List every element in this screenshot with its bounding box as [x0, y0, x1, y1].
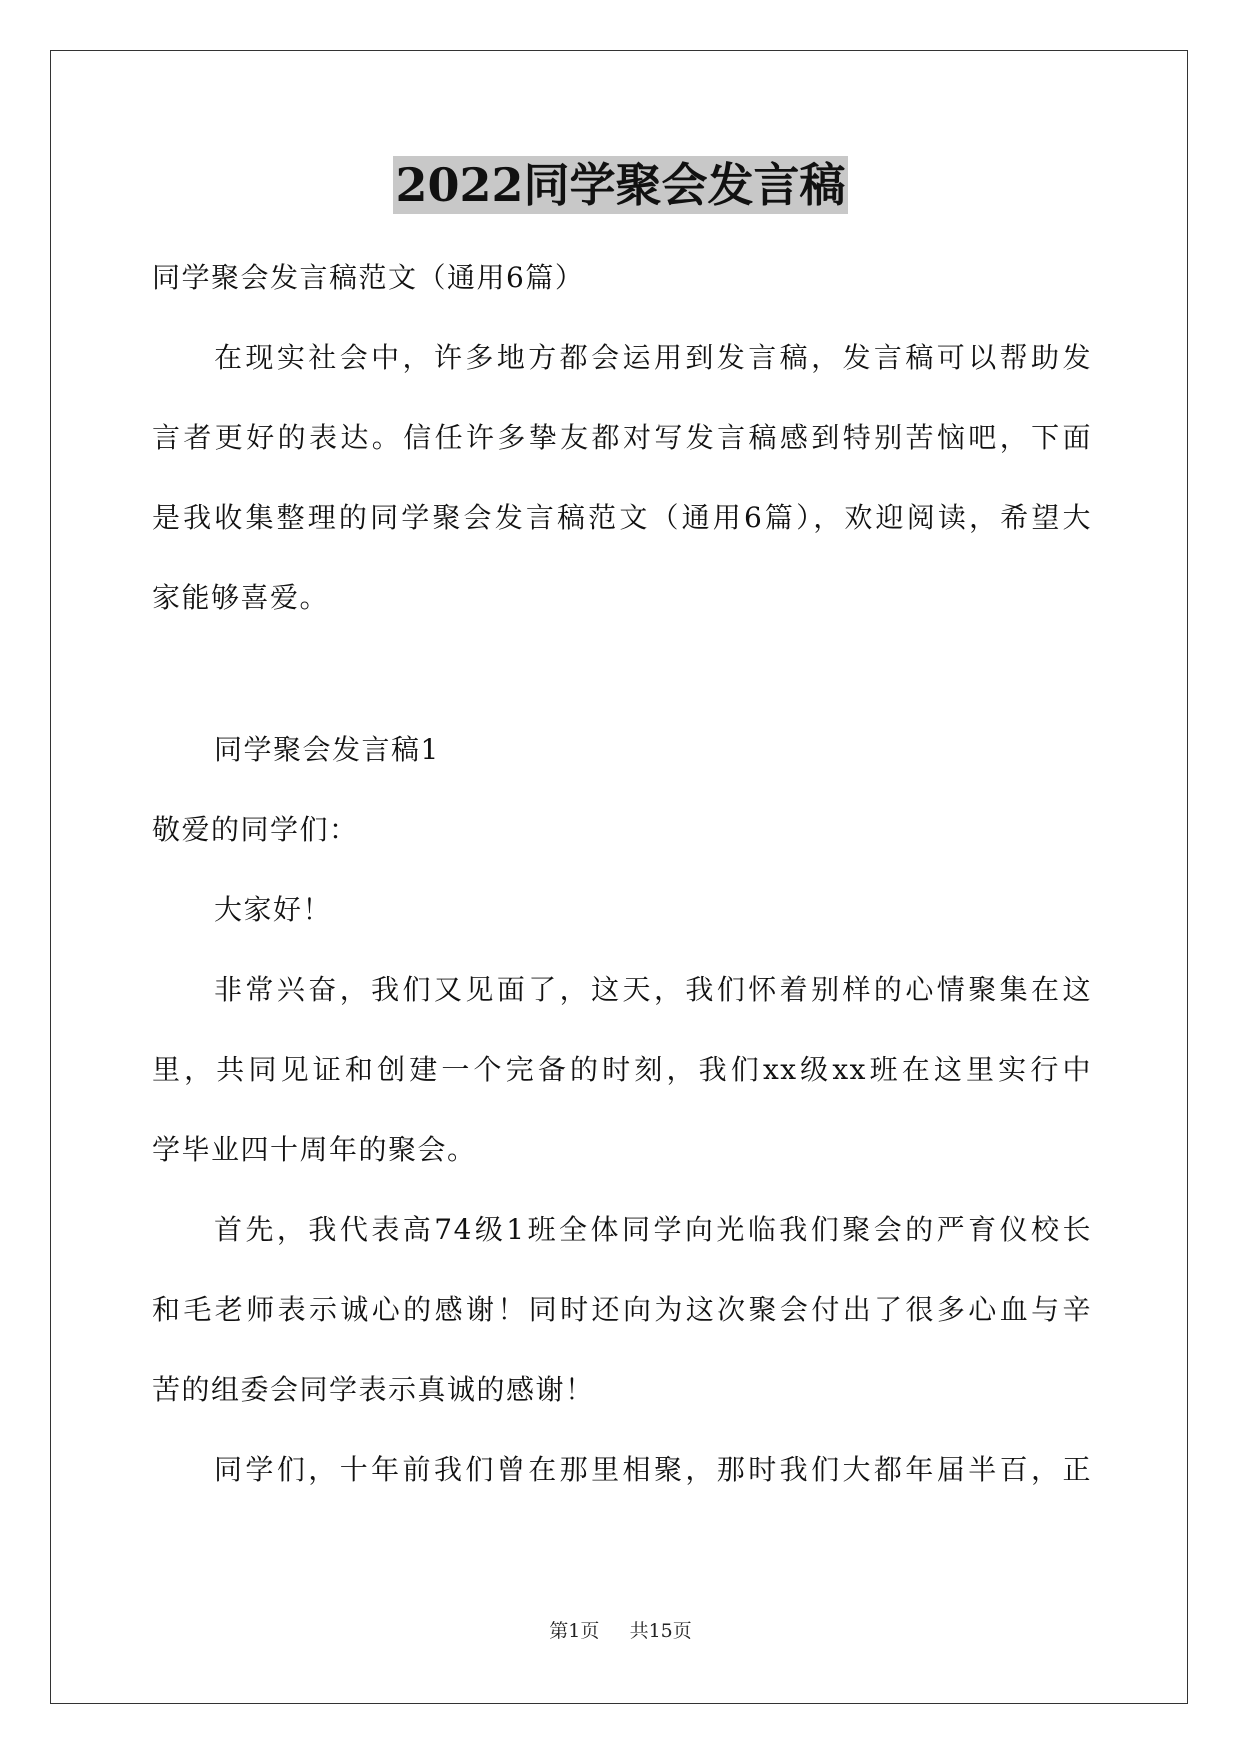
page-footer	[0, 1616, 1241, 1643]
title-wrap	[0, 156, 1241, 214]
intro-line-3: 是我收集整理的同学聚会发言稿范文（通用6篇），欢迎阅读，希望大	[152, 501, 1092, 534]
document-body	[152, 238, 1092, 1510]
intro-line-2: 言者更好的表达。信任许多挚友都对写发言稿感到特别苦恼吧，下面	[152, 421, 1092, 454]
salutation: 敬爱的同学们：	[152, 813, 359, 846]
paragraph2-line-2: 和毛老师表示诚心的感谢！同时还向为这次聚会付出了很多心血与辛	[152, 1293, 1092, 1326]
paragraph2-line-1: 首先，我代表高74级1班全体同学向光临我们聚会的严育仪校长	[214, 1213, 1092, 1246]
paragraph1-line-2: 里，共同见证和创建一个完备的时刻，我们xx级xx班在这里实行中	[152, 1053, 1092, 1086]
total-pages: 共15页	[629, 1620, 692, 1642]
intro-line-1: 在现实社会中，许多地方都会运用到发言稿，发言稿可以帮助发	[214, 341, 1092, 374]
paragraph1-line-1: 非常兴奋，我们又见面了，这天，我们怀着别样的心情聚集在这	[214, 973, 1092, 1006]
section-gap	[152, 638, 1092, 710]
paragraph3-line-1: 同学们，十年前我们曾在那里相聚，那时我们大都年届半百，正	[214, 1453, 1092, 1486]
paragraph1-line-3: 学毕业四十周年的聚会。	[152, 1133, 477, 1166]
intro-line-4: 家能够喜爱。	[152, 581, 330, 614]
document-title: 2022同学聚会发言稿	[395, 158, 846, 212]
footer-spacer	[605, 1620, 623, 1642]
page-number: 第1页	[549, 1620, 600, 1642]
paragraph2-line-3: 苦的组委会同学表示真诚的感谢！	[152, 1373, 595, 1406]
subtitle: 同学聚会发言稿范文（通用6篇）	[152, 261, 585, 294]
section-heading: 同学聚会发言稿1	[214, 733, 440, 766]
greeting: 大家好！	[214, 893, 333, 926]
